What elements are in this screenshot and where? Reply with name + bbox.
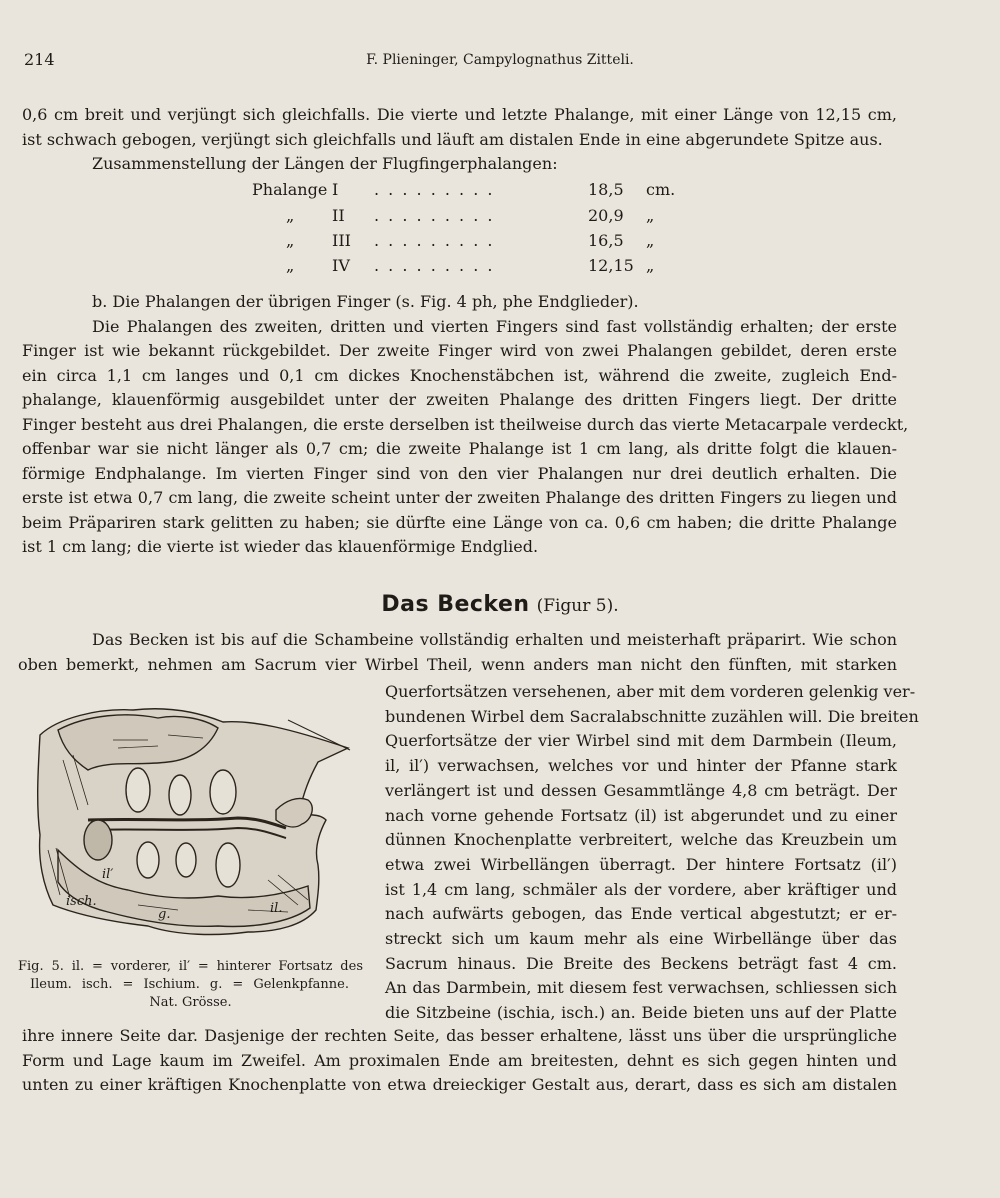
label-il-prime: il′ — [102, 867, 114, 882]
text-line: die Sitzbeine (ischia, isch.) an. Beide bieten uns auf der Platte — [385, 1003, 897, 1023]
row-label: „ — [286, 231, 295, 250]
row-unit: cm. — [646, 180, 676, 199]
label-g: g. — [158, 907, 171, 922]
label-il: il. — [270, 901, 283, 916]
text-line: ihre innere Seite dar. Dasjenige der rechten Seite, das besser erhaltene, lässt uns über die ursprüngliche — [22, 1026, 897, 1045]
body-paragraph — [22, 290, 909, 560]
text-line: Finger besteht aus drei Phalangen, die erste derselben ist theilweise durch das vierte Metacarpale verdeckt, — [22, 414, 909, 434]
row-unit: „ — [646, 231, 655, 250]
intro-paragraph — [22, 103, 897, 177]
text-line: offenbar war sie nicht länger als 0,7 cm; die zweite Phalange ist 1 cm lang, als dritte folgt die klauen- — [22, 439, 897, 458]
row-numeral: III — [332, 231, 351, 250]
text-line: Form und Lage kaum im Zweifel. Am proximalen Ende am breitesten, dehnt es sich gegen hinten und — [22, 1050, 897, 1070]
text-line: ist schwach gebogen, verjüngt sich gleichfalls und läuft am distalen Ende in eine abgerundete Spitze aus. — [22, 129, 883, 149]
text-line: verlängert ist und dessen Gesammtlänge 4,8 cm beträgt. Der — [385, 780, 897, 800]
caption-line: Ileum. isch. = Ischium. g. = Gelenkpfanne. — [30, 977, 349, 992]
text-line: bundenen Wirbel dem Sacralabschnitte zuzählen will. Die breiten — [385, 706, 919, 726]
row-leader-dots: . . . . . . . . . — [374, 231, 495, 250]
caption-line: Nat. Grösse. — [149, 995, 232, 1010]
caption-line: Fig. 5. il. = vorderer, il′ = hinterer Fortsatz des — [18, 959, 363, 974]
text-line: ein circa 1,1 cm langes und 0,1 cm dickes Knochenstäbchen ist, während die zweite, zugleich End- — [22, 365, 897, 385]
row-value: 18,5 — [588, 180, 624, 199]
section-subtitle: (Figur 5). — [536, 596, 619, 616]
text-line: erste ist etwa 0,7 cm lang, die zweite scheint unter der zweiten Phalange des dritten Fingers zu liegen und — [22, 488, 897, 507]
row-value: 12,15 — [588, 256, 634, 275]
pelvis-drawing — [18, 700, 360, 950]
pelvis-illustration — [18, 700, 360, 950]
row-numeral: IV — [332, 256, 350, 275]
text-line: Zusammenstellung der Längen der Flugfingerphalangen: — [92, 154, 558, 173]
figure-caption — [18, 958, 363, 1012]
right-column-text — [385, 680, 919, 1026]
row-label: „ — [286, 206, 295, 225]
row-leader-dots: . . . . . . . . . — [374, 180, 495, 199]
page-header — [22, 50, 978, 74]
row-leader-dots: . . . . . . . . . — [374, 256, 495, 275]
label-isch: isch. — [66, 894, 97, 909]
section-title: Das Becken — [381, 592, 530, 617]
row-leader-dots: . . . . . . . . . — [374, 206, 495, 225]
text-line: Querfortsätzen versehenen, aber mit dem vorderen gelenkig ver- — [385, 682, 916, 701]
text-line: oben bemerkt, nehmen am Sacrum vier Wirbel Theil, wenn anders man nicht den fünften, mit starken — [18, 654, 897, 674]
text-line: An das Darmbein, mit diesem fest verwachsen, schliessen sich — [385, 978, 897, 998]
text-line: Die Phalangen des zweiten, dritten und vierten Fingers sind fast vollständig erhalten; der erste — [92, 316, 897, 336]
text-line: 0,6 cm breit und verjüngt sich gleichfalls. Die vierte und letzte Phalange, mit einer Länge von 12,15 cm, — [22, 105, 897, 124]
text-line: phalange, klauenförmig ausgebildet unter der zweiten Phalange des dritten Fingers liegt. Der dritte — [22, 390, 897, 409]
section-heading — [0, 592, 1000, 617]
text-line: förmige Endphalange. Im vierten Finger sind von den vier Phalangen nur drei deutlich erhalten. Die — [22, 463, 897, 483]
closing-paragraph — [22, 1024, 897, 1098]
row-unit: „ — [646, 206, 655, 225]
text-line: nach aufwärts gebogen, das Ende vertical abgestutzt; er er- — [385, 904, 897, 924]
text-line: Sacrum hinaus. Die Breite des Beckens beträgt fast 4 cm. — [385, 953, 897, 973]
row-value: 16,5 — [588, 231, 624, 250]
row-numeral: I — [332, 180, 339, 199]
section-intro — [18, 628, 897, 677]
text-line: ist 1 cm lang; die vierte ist wieder das klauenförmige Endglied. — [22, 537, 539, 556]
running-title: F. Plieninger, Campylognathus Zitteli. — [366, 52, 634, 68]
text-line: ist 1,4 cm lang, schmäler als der vordere, aber kräftiger und — [385, 879, 897, 899]
text-line: unten zu einer kräftigen Knochenplatte von etwa dreieckiger Gestalt aus, derart, dass es sich am distalen — [22, 1075, 897, 1094]
text-line: b. Die Phalangen der übrigen Finger (s. Fig. 4 ph, phe Endglieder). — [92, 292, 639, 311]
text-line: dünnen Knochenplatte verbreitert, welche das Kreuzbein um — [385, 830, 897, 850]
row-label: „ — [286, 256, 295, 275]
row-label: Phalange — [252, 180, 328, 199]
text-line: nach vorne gehende Fortsatz (il) ist abgerundet und zu einer — [385, 805, 897, 825]
text-line: etwa zwei Wirbellängen überragt. Der hintere Fortsatz (il′) — [385, 854, 897, 874]
text-line: il, il′) verwachsen, welches vor und hinter der Pfanne stark — [385, 756, 897, 776]
row-numeral: II — [332, 206, 345, 225]
text-line: Das Becken ist bis auf die Schambeine vollständig erhalten und meisterhaft präparirt. Wie schon — [92, 630, 897, 649]
page-number: 214 — [24, 50, 55, 69]
row-unit: „ — [646, 256, 655, 275]
text-line: beim Präpariren stark gelitten zu haben; sie dürfte eine Länge von ca. 0,6 cm haben; die dritte Phalange — [22, 512, 897, 532]
text-line: Finger ist wie bekannt rückgebildet. Der zweite Finger wird von zwei Phalangen gebildet, deren erste — [22, 341, 897, 360]
text-line: Querfortsätze der vier Wirbel sind mit dem Darmbein (Ileum, — [385, 731, 897, 751]
row-value: 20,9 — [588, 206, 624, 225]
text-line: streckt sich um kaum mehr als eine Wirbellänge über das — [385, 929, 897, 949]
